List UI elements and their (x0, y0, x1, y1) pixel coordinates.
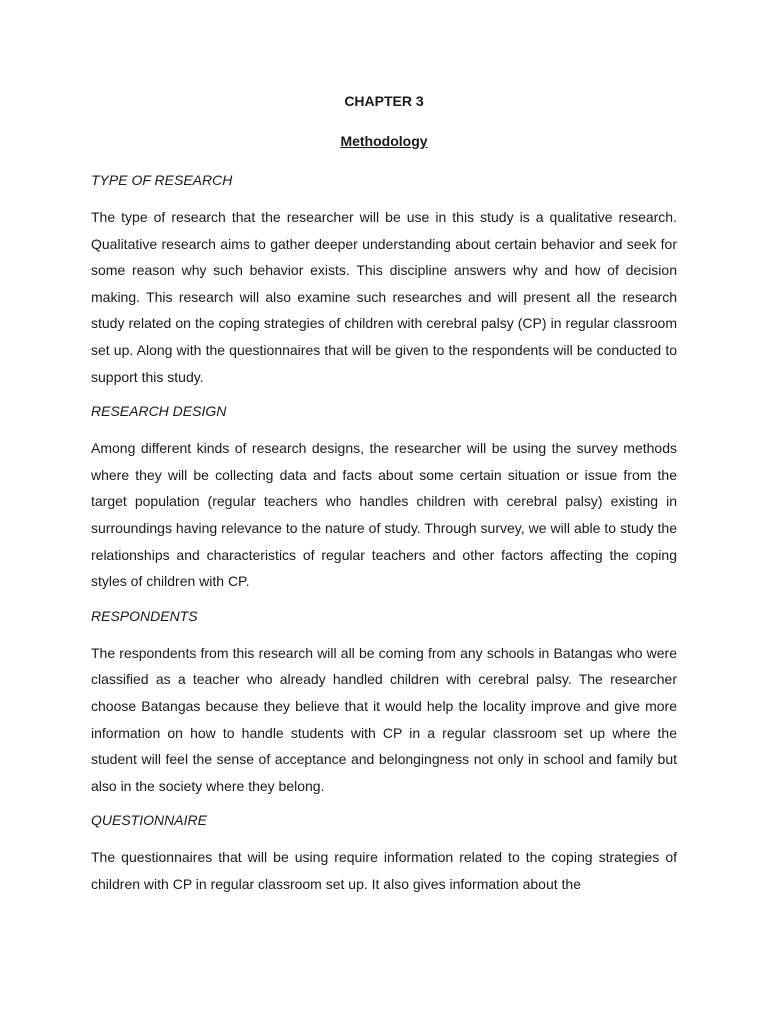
document-body (91, 171, 677, 909)
section-heading: TYPE OF RESEARCH (91, 172, 233, 188)
section-paragraph: The questionnaires that will be using require information related to the coping strategies of children with CP in regular classroom set up. It also gives information about the (91, 849, 677, 892)
section-respondents (91, 607, 677, 800)
section-paragraph: The type of research that the researcher will be use in this study is a qualitative research. Qualitative research aims to gather deeper understanding about certain behavior and seek for some reason why such behavior exists. This discipline answers why and how of decision making. This research will also examine such researches and will present all the research study related on the coping strategies of children with cerebral palsy (CP) in regular classroom set up. Along with the questionnaires that will be given to the respondents will be conducted to support this study. (91, 209, 677, 385)
section-research-design (91, 402, 677, 595)
section-paragraph: Among different kinds of research designs, the researcher will be using the survey methods where they will be collecting data and facts about some certain situation or issue from the target population (regular teachers who handles children with cerebral palsy) existing in surroundings having relevance to the nature of study. Through survey, we will able to study the relationships and characteristics of regular teachers and other factors affecting the coping styles of children with CP. (91, 440, 677, 590)
section-heading: QUESTIONNAIRE (91, 812, 207, 829)
chapter-title: CHAPTER 3 (344, 93, 424, 109)
chapter-subtitle: Methodology (340, 133, 428, 149)
section-type-of-research (91, 171, 677, 390)
section-questionnaire (91, 811, 677, 897)
section-paragraph: The respondents from this research will all be coming from any schools in Batangas who were classified as a teacher who already handled children with cerebral palsy. The researcher choose Batangas because they believe that it would help the locality improve and give more information on how to handle students with CP in a regular classroom set up where the student will feel the sense of acceptance and belongingness not only in school and family but also in the society where they belong. (91, 644, 677, 794)
section-heading: RESPONDENTS (91, 607, 198, 624)
section-heading: RESEARCH DESIGN (91, 403, 227, 420)
